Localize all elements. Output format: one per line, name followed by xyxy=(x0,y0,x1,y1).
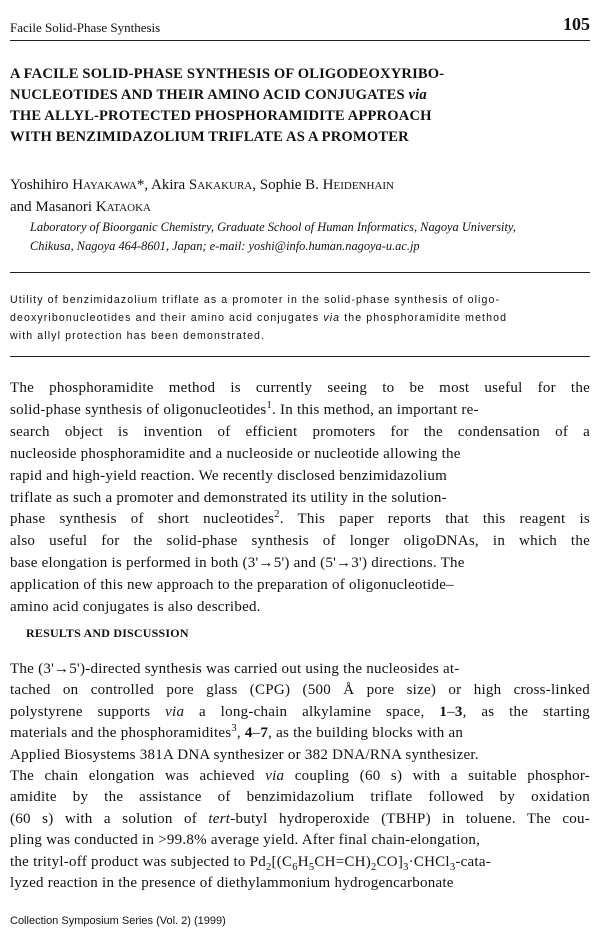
results-section xyxy=(10,659,590,894)
header-rule xyxy=(10,40,590,41)
section-heading: RESULTS AND DISCUSSION xyxy=(26,626,189,640)
title-line: A FACILE SOLID-PHASE SYNTHESIS OF OLIGODEOXYRIBO- xyxy=(10,66,445,82)
body-line: triflate as such a promoter and demonstrated its utility in the solution- xyxy=(10,489,447,506)
affiliation xyxy=(30,218,590,256)
abstract-line: Utility of benzimidazolium triflate as a promoter in the solid-phase synthesis of oligo- xyxy=(10,294,501,306)
author-line: and Masanori Kataoka xyxy=(10,199,151,215)
body-line: lyzed reaction in the presence of diethylammonium hydrogencarbonate xyxy=(10,875,454,892)
abstract xyxy=(10,291,590,345)
paper-title xyxy=(10,64,570,148)
author-list xyxy=(10,174,394,218)
abstract-bottom-rule xyxy=(10,356,590,357)
body-line: materials and the phosphoramidites$^3$, 4–7, as the building blocks with an xyxy=(10,723,464,742)
abstract-top-rule xyxy=(10,272,590,273)
body-line: nucleoside phosphoramidite and a nucleoside or nucleotide allowing the xyxy=(10,445,461,462)
introduction xyxy=(10,378,590,619)
body-line: The phosphoramidite method is currently seeing to be most useful for the xyxy=(10,380,590,396)
title-line: WITH BENZIMIDAZOLIUM TRIFLATE AS A PROMOTER xyxy=(10,129,409,145)
body-line: solid-phase synthesis of oligonucleotides$^1$. In this method, an important re- xyxy=(10,399,479,418)
body-line: polystyrene supports via a long-chain alkylamine space, 1–3, as the starting xyxy=(10,703,590,720)
body-line: also useful for the solid-phase synthesis of longer oligoDNAs, in which the xyxy=(10,533,590,550)
affiliation-line: Laboratory of Bioorganic Chemistry, Graduate School of Human Informatics, Nagoya University, xyxy=(30,220,516,234)
title-line: THE ALLYL-PROTECTED PHOSPHORAMIDITE APPROACH xyxy=(10,108,432,124)
running-head xyxy=(10,14,590,36)
body-line: search object is invention of efficient promoters for the condensation of a xyxy=(10,423,590,440)
body-line: the trityl-off product was subjected to $Pd_2[(C_6H_5CH=CH)_2CO]_3\cdot CHCl_3-cata-$ xyxy=(10,853,491,873)
running-head-title: Facile Solid-Phase Synthesis xyxy=(10,20,161,35)
footer-citation: Collection Symposium Series (Vol. 2) (1999) xyxy=(10,915,226,927)
body-line: rapid and high-yield reaction. We recently disclosed benzimidazolium xyxy=(10,467,448,484)
body-line: base elongation is performed in both (3'→5') and (5'→3') directions. The xyxy=(10,555,465,572)
title-line: NUCLEOTIDES AND THEIR AMINO ACID CONJUGATES via xyxy=(10,87,427,103)
author-line: Yoshihiro Hayakawa*, Akira Sakakura, Sophie B. Heidenhain xyxy=(10,177,394,193)
body-line: (60 s) with a solution of tert-butyl hydroperoxide (TBHP) in toluene. The cou- xyxy=(10,810,590,827)
abstract-line: with allyl protection has been demonstrated. xyxy=(10,330,266,342)
body-line: Applied Biosystems 381A DNA synthesizer or 382 DNA/RNA synthesizer. xyxy=(10,746,479,763)
body-line: tached on controlled pore glass (CPG) (500 Å pore size) or high cross-linked xyxy=(10,682,590,699)
body-line: application of this new approach to the preparation of oligonucleotide– xyxy=(10,577,454,594)
body-line: amino acid conjugates is also described. xyxy=(10,599,261,616)
affiliation-line: Chikusa, Nagoya 464-8601, Japan; e-mail: yoshi@info.human.nagoya-u.ac.jp xyxy=(30,239,420,253)
body-line: The chain elongation was achieved via coupling (60 s) with a suitable phosphor- xyxy=(10,768,591,785)
body-line: amidite by the assistance of benzimidazolium triflate followed by oxidation xyxy=(10,789,590,806)
body-line: The (3'→5')-directed synthesis was carried out using the nucleosides at- xyxy=(10,661,460,677)
page-number: 105 xyxy=(563,14,590,34)
abstract-line: deoxyribonucleotides and their amino acid conjugates via the phosphoramidite method xyxy=(10,312,508,324)
body-line: phase synthesis of short nucleotides$^2$. This paper reports that this reagent is xyxy=(10,509,590,528)
body-line: pling was conducted in >99.8% average yield. After final chain-elongation, xyxy=(10,832,481,849)
